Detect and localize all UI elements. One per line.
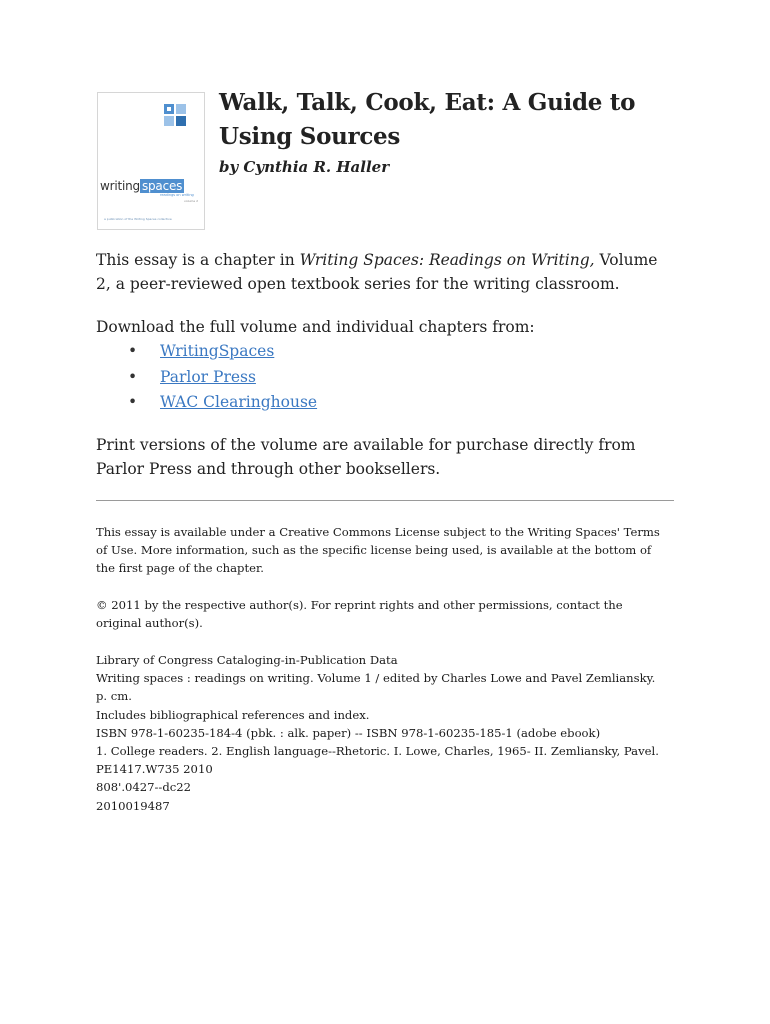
intro-text-after: Volume 2, a peer-reviewed open textbook series for the writing classroom. <box>96 251 658 293</box>
cip-line: ISBN 978-1-60235-184-4 (pbk. : alk. paper) -- ISBN 978-1-60235-185-1 (adobe ebook) <box>96 725 601 740</box>
cip-line: 808'.0427--dc22 <box>96 780 192 795</box>
list-item <box>96 339 317 365</box>
cover-footer: a publication of the Writing Spaces collective <box>104 217 172 221</box>
download-links-list <box>96 339 317 416</box>
cover-volume: volume 2 <box>184 199 198 203</box>
copyright-notice: © 2011 by the respective author(s). For reprint rights and other permissions, contact the original author(s). <box>96 598 623 631</box>
link-wac-clearinghouse[interactable]: WAC Clearinghouse <box>160 393 318 411</box>
list-item <box>96 390 317 416</box>
cip-line: Library of Congress Cataloging-in-Publication Data <box>96 653 398 667</box>
bullet-icon: • <box>128 367 138 386</box>
license-notice: This essay is available under a Creative Commons License subject to the Writing Spaces' Terms of Use. More information, such as the specific license being used, is available at the bottom of the first page of the chapter. <box>96 525 660 576</box>
cover-title-part1: writing <box>100 179 140 193</box>
intro-paragraph <box>96 248 676 296</box>
cip-line: Writing spaces : readings on writing. Volume 1 / edited by Charles Lowe and Pavel Zemliansky. <box>96 671 656 686</box>
cataloging-data-block <box>96 651 666 815</box>
essay-byline: by Cynthia R. Haller <box>219 158 390 176</box>
link-parlor-press[interactable]: Parlor Press <box>160 367 256 386</box>
download-heading: Download the full volume and individual chapters from: <box>96 318 535 336</box>
intro-book-title: Writing Spaces: Readings on Writing, <box>299 251 595 269</box>
bullet-icon: • <box>128 393 138 411</box>
list-item <box>96 365 317 391</box>
book-cover-thumbnail <box>97 92 205 230</box>
print-versions-note: Print versions of the volume are available for purchase directly from Parlor Press and through other booksellers. <box>96 436 636 478</box>
cover-series-title <box>100 179 184 193</box>
intro-text-before: This essay is a chapter in <box>96 251 300 269</box>
cip-line: PE1417.W735 2010 <box>96 762 213 777</box>
cover-title-part2: spaces <box>141 179 183 193</box>
cip-line: p. cm. <box>96 689 132 704</box>
link-writingspaces[interactable]: WritingSpaces <box>160 342 275 360</box>
horizontal-divider <box>96 500 674 501</box>
cip-line: Includes bibliographical references and index. <box>96 707 370 722</box>
writing-spaces-logo-icon <box>164 104 186 126</box>
cip-line: 1. College readers. 2. English language--Rhetoric. I. Lowe, Charles, 1965- II. Zemliansky, Pavel. <box>96 744 659 759</box>
cip-line: 2010019487 <box>96 798 170 813</box>
essay-title: Walk, Talk, Cook, Eat: A Guide to Using Sources <box>219 89 636 150</box>
bullet-icon: • <box>128 342 138 360</box>
cover-subtitle: readings on writing <box>160 193 194 197</box>
